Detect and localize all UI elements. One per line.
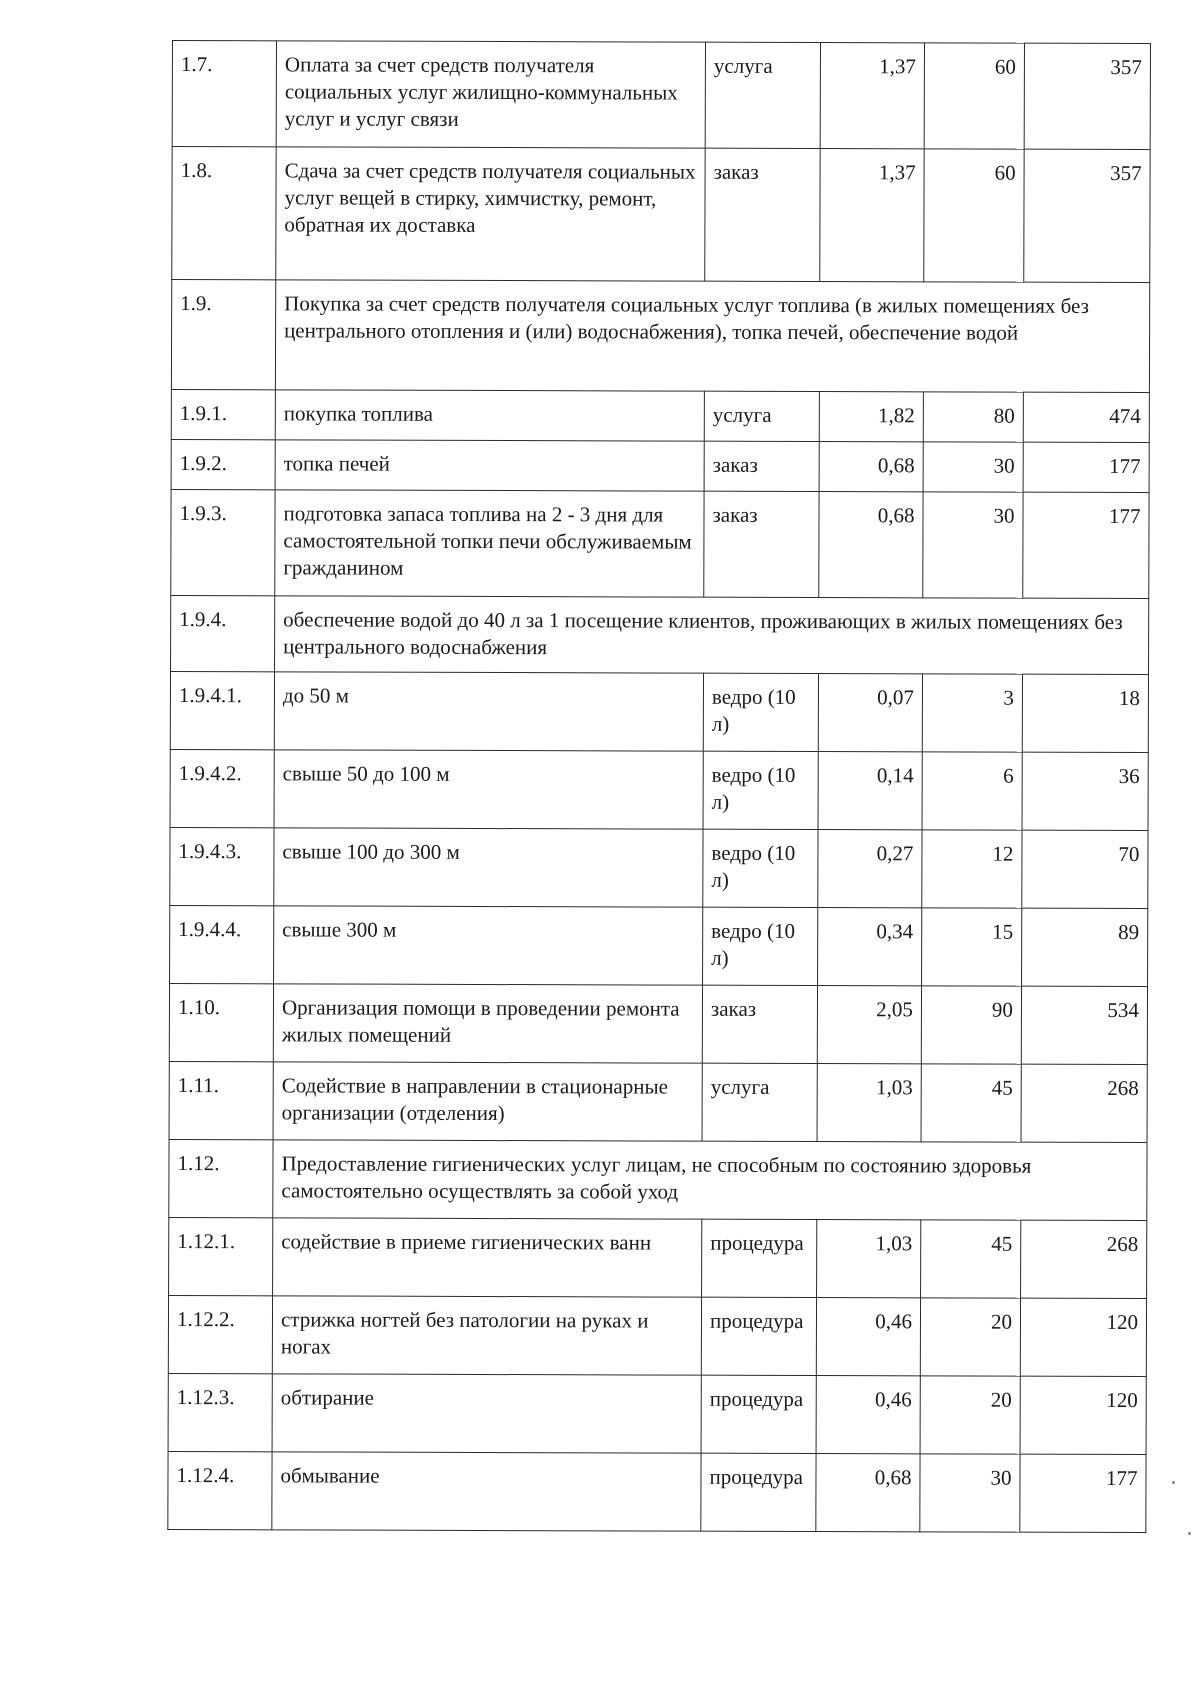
row-number: 1.9.4. [171,595,275,671]
row-number: 1.12. [169,1139,273,1217]
duration-minutes-cell: 20 [920,1298,1020,1376]
section-title: обеспечение водой до 40 л за 1 посещение клиентов, проживающих в жилых помещениях без центрального водоснабжения [275,596,1149,675]
unit-of-service: услуга [702,1063,817,1141]
coefficient-cell: 1,03 [817,1220,921,1298]
tariff-price-cell: 357 [1024,43,1150,149]
tariff-price-cell: 36 [1022,752,1148,830]
coefficient-cell: 0,14 [818,752,922,830]
row-number: 1.9.3. [171,489,275,595]
row-number: 1.12.1. [169,1217,273,1295]
duration-minutes-cell: 30 [923,492,1023,598]
service-name: подготовка запаса топлива на 2 - 3 дня для самостоятельной топки печи обслуживаемым гражданином [275,490,704,597]
row-number: 1.9.4.3. [170,827,274,905]
row-number: 1.9.4.2. [170,749,274,827]
unit-of-service: процедура [702,1219,817,1297]
service-name: до 50 м [274,672,703,751]
service-name: Оплата за счет средств получателя социальных услуг жилищно-коммунальных услуг и услуг связи [276,41,705,148]
table-row [169,1217,1147,1298]
unit-of-service: ведро (10 л) [703,829,818,907]
service-name: Организация помощи в проведении ремонта жилых помещений [273,984,702,1063]
row-number: 1.9.4.4. [170,905,274,983]
tariff-price-cell: 120 [1020,1298,1146,1376]
tariff-price-cell: 268 [1021,1220,1147,1298]
row-number: 1.8. [172,147,276,280]
row-number: 1.11. [169,1061,273,1139]
tariff-price-cell: 357 [1024,149,1150,282]
coefficient-cell: 0,07 [818,674,922,752]
coefficient-cell: 0,68 [819,442,923,492]
coefficient-cell: 0,34 [818,908,922,986]
service-name: содействие в приеме гигиенических ванн [273,1218,702,1297]
table-row [168,1373,1146,1454]
section-title: Покупка за счет средств получателя социальных услуг топлива (в жилых помещениях без центрального отопления и (или) водоснабжения), топка печей, обеспечение водой [275,280,1149,393]
row-number: 1.9.1. [171,389,275,439]
duration-minutes-cell: 60 [924,43,1024,149]
tariff-table [167,40,1151,1533]
table-row [168,1295,1146,1376]
duration-minutes-cell: 45 [921,1064,1021,1142]
unit-of-service: заказ [704,491,819,597]
service-name: свыше 50 до 100 м [274,750,703,829]
table-row [171,489,1149,598]
service-name: Сдача за счет средств получателя социальных услуг вещей в стирку, химчистку, ремонт, обратная их доставка [276,147,705,281]
coefficient-cell: 0,46 [816,1376,920,1454]
unit-of-service: ведро (10 л) [703,907,818,985]
unit-of-service: процедура [701,1453,816,1531]
table-row [170,905,1148,986]
table-row [171,439,1149,492]
coefficient-cell: 0,68 [816,1454,920,1532]
coefficient-cell: 1,37 [820,43,924,149]
row-number: 1.12.4. [168,1451,272,1529]
duration-minutes-cell: 45 [921,1220,1021,1298]
unit-of-service: ведро (10 л) [703,751,818,829]
table-row [169,983,1147,1064]
scan-speck [1188,1532,1191,1535]
tariff-price-cell: 268 [1021,1064,1147,1142]
service-name: покупка топлива [275,390,704,441]
table-row [170,827,1148,908]
service-name: топка печей [275,440,704,491]
tariff-price-cell: 474 [1023,392,1149,442]
unit-of-service: заказ [702,985,817,1063]
tariff-price-cell: 534 [1021,986,1147,1064]
table-row [170,749,1148,830]
duration-minutes-cell: 15 [922,908,1022,986]
coefficient-cell: 1,82 [819,392,923,442]
duration-minutes-cell: 20 [920,1376,1020,1454]
duration-minutes-cell: 6 [922,752,1022,830]
unit-of-service: услуга [705,42,820,148]
coefficient-cell: 2,05 [817,986,921,1064]
scan-speck [1172,1481,1175,1484]
tariff-price-cell: 177 [1023,492,1149,598]
duration-minutes-cell: 90 [921,986,1021,1064]
duration-minutes-cell: 30 [920,1454,1020,1532]
row-number: 1.9.4.1. [170,671,274,749]
service-name: обтирание [272,1374,701,1453]
service-name: свыше 100 до 300 м [274,828,703,907]
section-row [171,595,1149,674]
unit-of-service: процедура [701,1297,816,1375]
duration-minutes-cell: 12 [922,830,1022,908]
table-row [171,389,1149,442]
section-row [171,280,1149,393]
tariff-price-cell: 18 [1022,674,1148,752]
table-row [169,1061,1147,1142]
row-number: 1.12.2. [168,1295,272,1373]
unit-of-service: заказ [704,441,819,491]
duration-minutes-cell: 80 [923,392,1023,442]
table-row [172,41,1150,150]
tariff-price-cell: 177 [1020,1454,1146,1532]
table-row [170,671,1148,752]
coefficient-cell: 0,46 [816,1298,920,1376]
service-name: Содействие в направлении в стационарные организации (отделения) [273,1062,702,1141]
unit-of-service: услуга [704,391,819,441]
tariff-price-cell: 120 [1020,1376,1146,1454]
tariff-table-body [168,41,1151,1533]
tariff-price-cell: 70 [1022,830,1148,908]
coefficient-cell: 1,37 [820,149,924,282]
tariff-price-cell: 89 [1022,908,1148,986]
service-name: свыше 300 м [274,906,703,985]
row-number: 1.7. [172,41,276,147]
coefficient-cell: 0,27 [818,830,922,908]
duration-minutes-cell: 3 [922,674,1022,752]
row-number: 1.9.2. [171,439,275,489]
row-number: 1.9. [171,280,275,390]
duration-minutes-cell: 60 [924,149,1024,282]
unit-of-service: ведро (10 л) [703,673,818,751]
row-number: 1.12.3. [168,1373,272,1451]
row-number: 1.10. [169,983,273,1061]
section-row [169,1139,1147,1220]
table-row [168,1451,1146,1532]
coefficient-cell: 0,68 [819,492,923,598]
service-name: стрижка ногтей без патологии на руках и ногах [272,1296,701,1375]
table-row [172,147,1150,283]
duration-minutes-cell: 30 [923,442,1023,492]
unit-of-service: заказ [705,148,820,281]
section-title: Предоставление гигиенических услуг лицам, не способным по состоянию здоровья самостоятельно осуществлять за собой уход [273,1140,1147,1221]
unit-of-service: процедура [701,1375,816,1453]
service-name: обмывание [272,1452,701,1531]
tariff-price-cell: 177 [1023,442,1149,492]
coefficient-cell: 1,03 [817,1064,921,1142]
